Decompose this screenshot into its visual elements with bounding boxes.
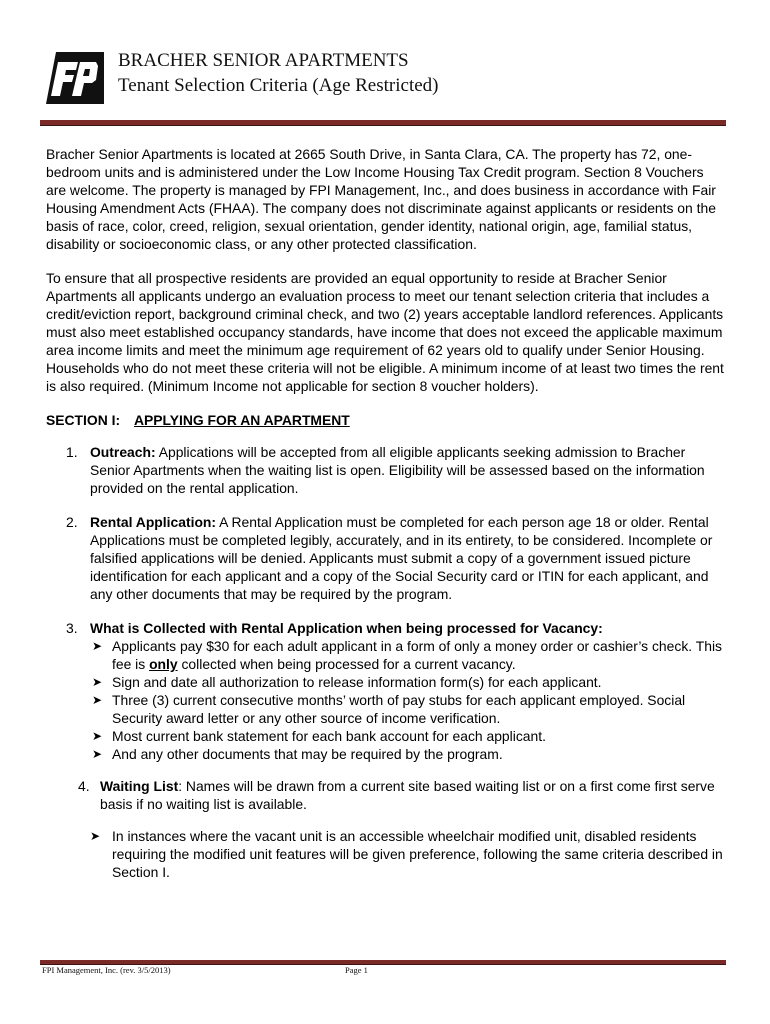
item-heading: What is Collected with Rental Application when being processed for Vacancy: — [90, 620, 603, 636]
bullet-item — [90, 745, 726, 763]
item-text: A Rental Application must be completed for each person age 18 or older. Rental Applications must be completed legibly, accurately, and in its entirety, to be considered. Incomplete or falsified applications will be denied. Applicants must submit a copy of a government issued picture identification for each applicant and a copy of the Social Security card or ITIN for each applicant, and any other documents that may be required by the program. — [90, 514, 713, 602]
page-number: Page 1 — [345, 965, 368, 975]
title-line-1: BRACHER SENIOR APARTMENTS — [118, 50, 409, 71]
bullet-item — [90, 691, 726, 727]
item-heading: Outreach: — [90, 444, 156, 460]
section-heading — [46, 411, 726, 429]
intro-paragraph-1: Bracher Senior Apartments is located at 2665 South Drive, in Santa Clara, CA. The property has 72, one-bedroom units and is administered under the Low Income Housing Tax Credit program. Section 8 Vouchers are welcome. The property is managed by FPI Management, Inc., and does business in accordance with Fair Housing Amendment Acts (FHAA). The company does not discriminate against applicants or residents on the basis of race, color, creed, religion, sexual orientation, gender identity, national origin, age, familial status, disability or socioeconomic class, or any other protected classification. — [46, 146, 716, 252]
bullet-text: Three (3) current consecutive months’ worth of pay stubs for each applicant employed. Social Security award letter or any other source of income verification. — [112, 692, 686, 726]
list-item-outreach — [46, 443, 726, 497]
item-number: 2. — [66, 514, 78, 530]
fpi-logo — [44, 46, 106, 110]
list-item-what-is-collected — [46, 619, 726, 763]
bullet-emphasis: only — [149, 656, 178, 672]
list-item-rental-application — [46, 513, 726, 603]
item-text: Applications will be accepted from all eligible applicants seeking admission to Bracher Senior Apartments when the waiting list is open. Eligibility will be assessed based on the information provided on the rental application. — [90, 444, 705, 496]
arrow-bullet-icon: ➤ — [92, 747, 103, 761]
bullet-text: Most current bank statement for each bank account for each applicant. — [112, 728, 546, 744]
arrow-bullet-icon: ➤ — [92, 675, 103, 689]
document-body — [46, 145, 726, 881]
item-number: 1. — [66, 444, 78, 460]
intro-paragraph-2: To ensure that all prospective residents are provided an equal opportunity to reside at Bracher Senior Apartments all applicants undergo an evaluation process to meet our tenant selection criteria that includes a credit/eviction report, background criminal check, and two (2) years acceptable landlord references. Applicants must also meet established occupancy standards, have income that does not exceed the applicable maximum area income limits and meet the minimum age requirement of 62 years old to qualify under Senior Housing. Households who do not meet these criteria will not be eligible. A minimum income of at least two times the rent is also required. (Minimum Income not applicable for section 8 voucher holders). — [46, 270, 724, 394]
bullet-item — [90, 637, 726, 673]
header-divider — [40, 120, 726, 126]
collected-bullets — [90, 637, 726, 763]
arrow-bullet-icon: ➤ — [92, 693, 103, 707]
item-number: 4. — [78, 778, 90, 794]
document-title — [118, 48, 439, 98]
item-number: 3. — [66, 620, 78, 636]
bullet-item — [90, 673, 726, 691]
bullet-text: Sign and date all authorization to release information form(s) for each applicant. — [112, 674, 602, 690]
section-label: SECTION I: — [46, 412, 121, 428]
item-heading: Waiting List — [100, 778, 179, 794]
list-item-waiting-list — [46, 777, 726, 813]
item-heading: Rental Application: — [90, 514, 217, 530]
bullet-text: Applicants pay $30 for each adult applicant in a form of only a money order or cashier’s check. This fee is — [112, 638, 722, 672]
arrow-bullet-icon: ➤ — [92, 639, 103, 653]
arrow-bullet-icon: ➤ — [92, 729, 103, 743]
bullet-text: collected when being processed for a current vacancy. — [177, 656, 516, 672]
section-title: APPLYING FOR AN APARTMENT — [133, 412, 350, 428]
title-line-2: Tenant Selection Criteria (Age Restricted) — [118, 75, 439, 96]
item-text: : Names will be drawn from a current site based waiting list or on a first come first serve basis if no waiting list is available. — [100, 778, 715, 812]
arrow-bullet-icon: ➤ — [90, 829, 101, 843]
footer-company: FPI Management, Inc. (rev. 3/5/2013) — [42, 965, 171, 975]
bullet-item — [90, 727, 726, 745]
bullet-item — [46, 827, 726, 881]
bullet-text: And any other documents that may be required by the program. — [112, 746, 503, 762]
bullet-text: In instances where the vacant unit is an accessible wheelchair modified unit, disabled residents requiring the modified unit features will be given preference, following the same criteria described in Section I. — [112, 828, 723, 880]
